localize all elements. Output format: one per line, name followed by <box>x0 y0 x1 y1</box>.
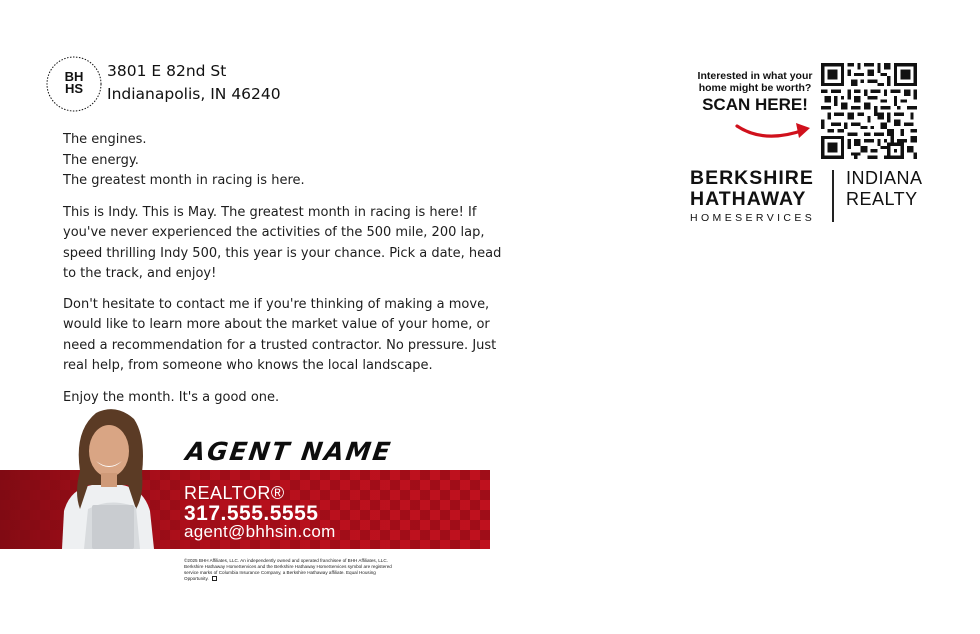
agent-phone: 317.555.5555 <box>184 502 319 525</box>
cta-headline: SCAN HERE! <box>702 95 808 114</box>
brand-logo <box>690 168 815 224</box>
address-city: Indianapolis, IN 46240 <box>107 85 281 103</box>
svg-text:HS: HS <box>64 81 84 96</box>
legal-text: ©2025 BHH Affiliates, LLC. An independently owned and operated franchisee of BHH Affiliates, LLC. Berkshire Hathaway HomeServices and the Berkshire Hathaway HomeServices symbol are registered service marks of Columbia Insurance Company, a Berkshire Hathaway affiliate. Equal Housing Opportunity. <box>184 558 392 581</box>
svg-text:BH: BH <box>64 69 84 84</box>
brand-region-line-1: INDIANA <box>846 168 923 188</box>
return-address <box>107 60 281 106</box>
letter-body <box>63 130 503 408</box>
legal-disclaimer <box>184 558 399 582</box>
qr-call-to-action <box>690 70 820 114</box>
intro-line-3: The greatest month in racing is here. <box>63 173 305 188</box>
agent-email: agent@bhhsin.com <box>184 522 336 541</box>
equal-housing-icon <box>212 576 217 581</box>
brand-line-3: HOMESERVICES <box>690 212 816 224</box>
agent-name: AGENT NAME <box>183 437 394 466</box>
intro-line-2: The energy. <box>63 152 139 168</box>
brand-line-2: HATHAWAY <box>690 188 807 210</box>
curved-arrow-icon <box>734 118 814 144</box>
brand-line-1: BERKSHIRE <box>690 167 814 189</box>
agent-title: REALTOR® <box>184 483 285 503</box>
brand-region <box>846 168 923 210</box>
agent-portrait-icon <box>44 401 170 549</box>
bhhs-seal-icon <box>45 55 103 113</box>
address-street: 3801 E 82nd St <box>107 62 227 80</box>
brand-region-line-2: REALTY <box>846 189 918 209</box>
paragraph-2: Don't hesitate to contact me if you're thinking of making a move, would like to learn more about the market value of your home, or need a recommendation for a trusted contractor. No pressure. Just real help, from someone who knows the local landscape. <box>63 296 497 373</box>
qr-code-icon[interactable] <box>821 63 917 159</box>
cta-line-2: home might be worth? <box>698 82 812 94</box>
cta-line-1: Interested in what your <box>697 70 813 82</box>
closing-line: Enjoy the month. It's a good one. <box>63 389 280 405</box>
intro-line-1: The engines. <box>63 132 147 147</box>
paragraph-1: This is Indy. This is May. The greatest month in racing is here! If you've never experienced the activities of the 500 mile, 200 lap, speed thrilling Indy 500, this year is your chance. Pick a date, head to the track, and enjoy! <box>63 204 502 281</box>
brand-divider <box>832 170 834 222</box>
